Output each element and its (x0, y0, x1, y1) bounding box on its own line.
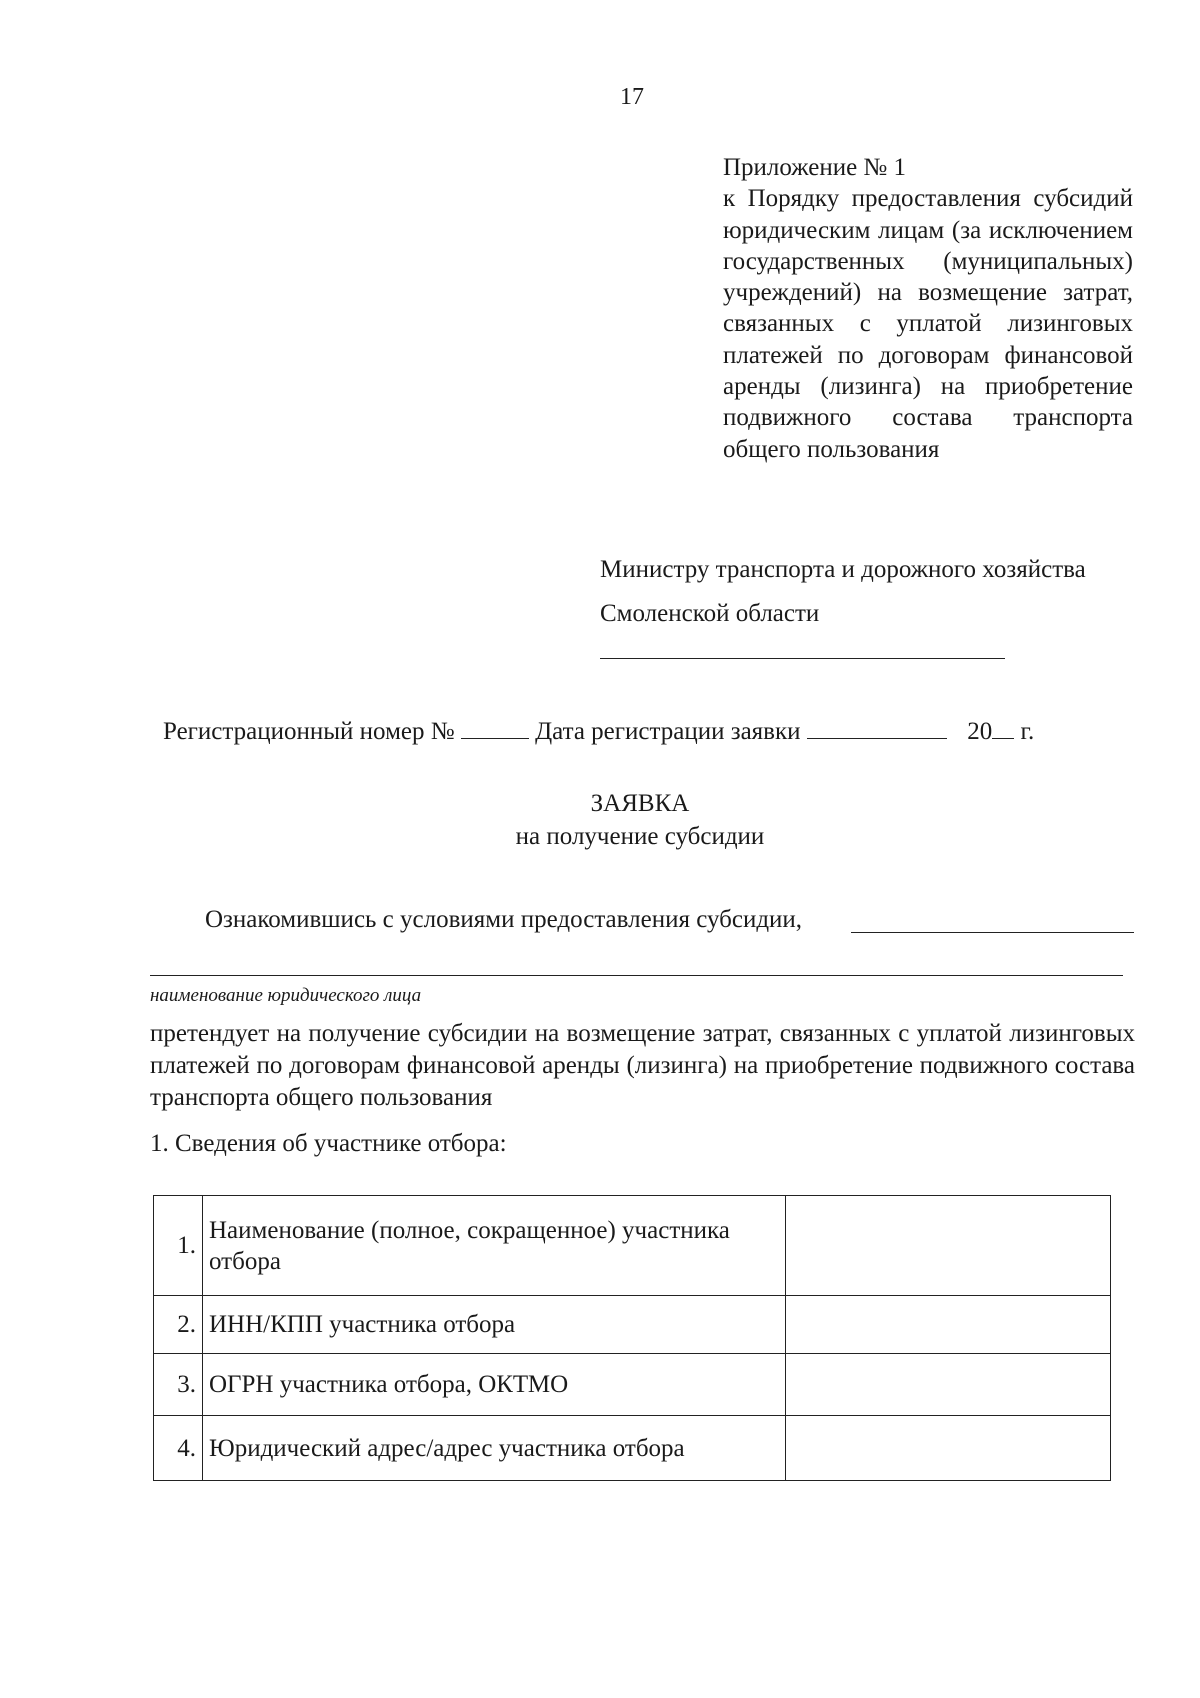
row-number: 3. (154, 1354, 203, 1416)
registration-number-field[interactable] (461, 718, 529, 739)
row-value-cell[interactable] (786, 1354, 1111, 1416)
row-number: 2. (154, 1296, 203, 1354)
row-number: 1. (154, 1196, 203, 1296)
registration-number-label: Регистрационный номер № (163, 718, 455, 745)
appendix-block (723, 152, 1133, 465)
form-title: ЗАЯВКА (590, 790, 690, 817)
row-label: ИНН/КПП участника отбора (203, 1296, 786, 1354)
row-label: ОГРН участника отбора, ОКТМО (203, 1354, 786, 1416)
appendix-title: Приложение № 1 (723, 154, 907, 181)
row-number: 4. (154, 1416, 203, 1481)
registration-year-field[interactable] (992, 718, 1014, 739)
registration-year-prefix: 20 (967, 718, 993, 745)
addressee-line1: Министру транспорта и дорожного хозяйства (600, 556, 1086, 583)
appendix-text: к Порядку предоставления субсидий юридическим лицам (за исключением государственных (муниципальных) учреждений) на возмещение затрат, связанных с уплатой лизинговых платежей по договорам финансовой аренды (лизинга) на приобретение подвижного состава транспорта общего пользования (723, 185, 1133, 463)
table-row (154, 1196, 1111, 1296)
addressee-block (600, 548, 1086, 636)
form-subtitle: на получение субсидии (515, 823, 765, 850)
table-row (154, 1296, 1111, 1354)
addressee-signature-line[interactable] (600, 658, 1005, 659)
participant-info-table (153, 1195, 1111, 1480)
row-value-cell[interactable] (786, 1296, 1111, 1354)
entity-name-field[interactable] (150, 975, 1123, 976)
section1-heading: 1. Сведения об участнике отбора: (150, 1130, 507, 1157)
registration-line (163, 718, 1093, 746)
row-label: Наименование (полное, сокращенное) участника отбора (203, 1196, 786, 1296)
row-value-cell[interactable] (786, 1196, 1111, 1296)
table-row (154, 1416, 1111, 1481)
table-row (154, 1354, 1111, 1416)
registration-date-field[interactable] (807, 718, 947, 739)
intro-text: Ознакомившись с условиями предоставления субсидии, (205, 906, 803, 933)
registration-date-label: Дата регистрации заявки (535, 718, 801, 745)
page-number: 17 (620, 84, 644, 110)
intro-entity-field[interactable] (851, 932, 1134, 933)
addressee-line2: Смоленской области (600, 600, 820, 627)
entity-name-caption: наименование юридического лица (150, 985, 422, 1006)
row-value-cell[interactable] (786, 1416, 1111, 1481)
claim-paragraph: претендует на получение субсидии на возмещение затрат, связанных с уплатой лизинговых платежей по договорам финансовой аренды (лизинга) на приобретение подвижного состава транспорта общего пользования (150, 1020, 1135, 1111)
row-label: Юридический адрес/адрес участника отбора (203, 1416, 786, 1481)
registration-year-suffix: г. (1020, 718, 1035, 745)
